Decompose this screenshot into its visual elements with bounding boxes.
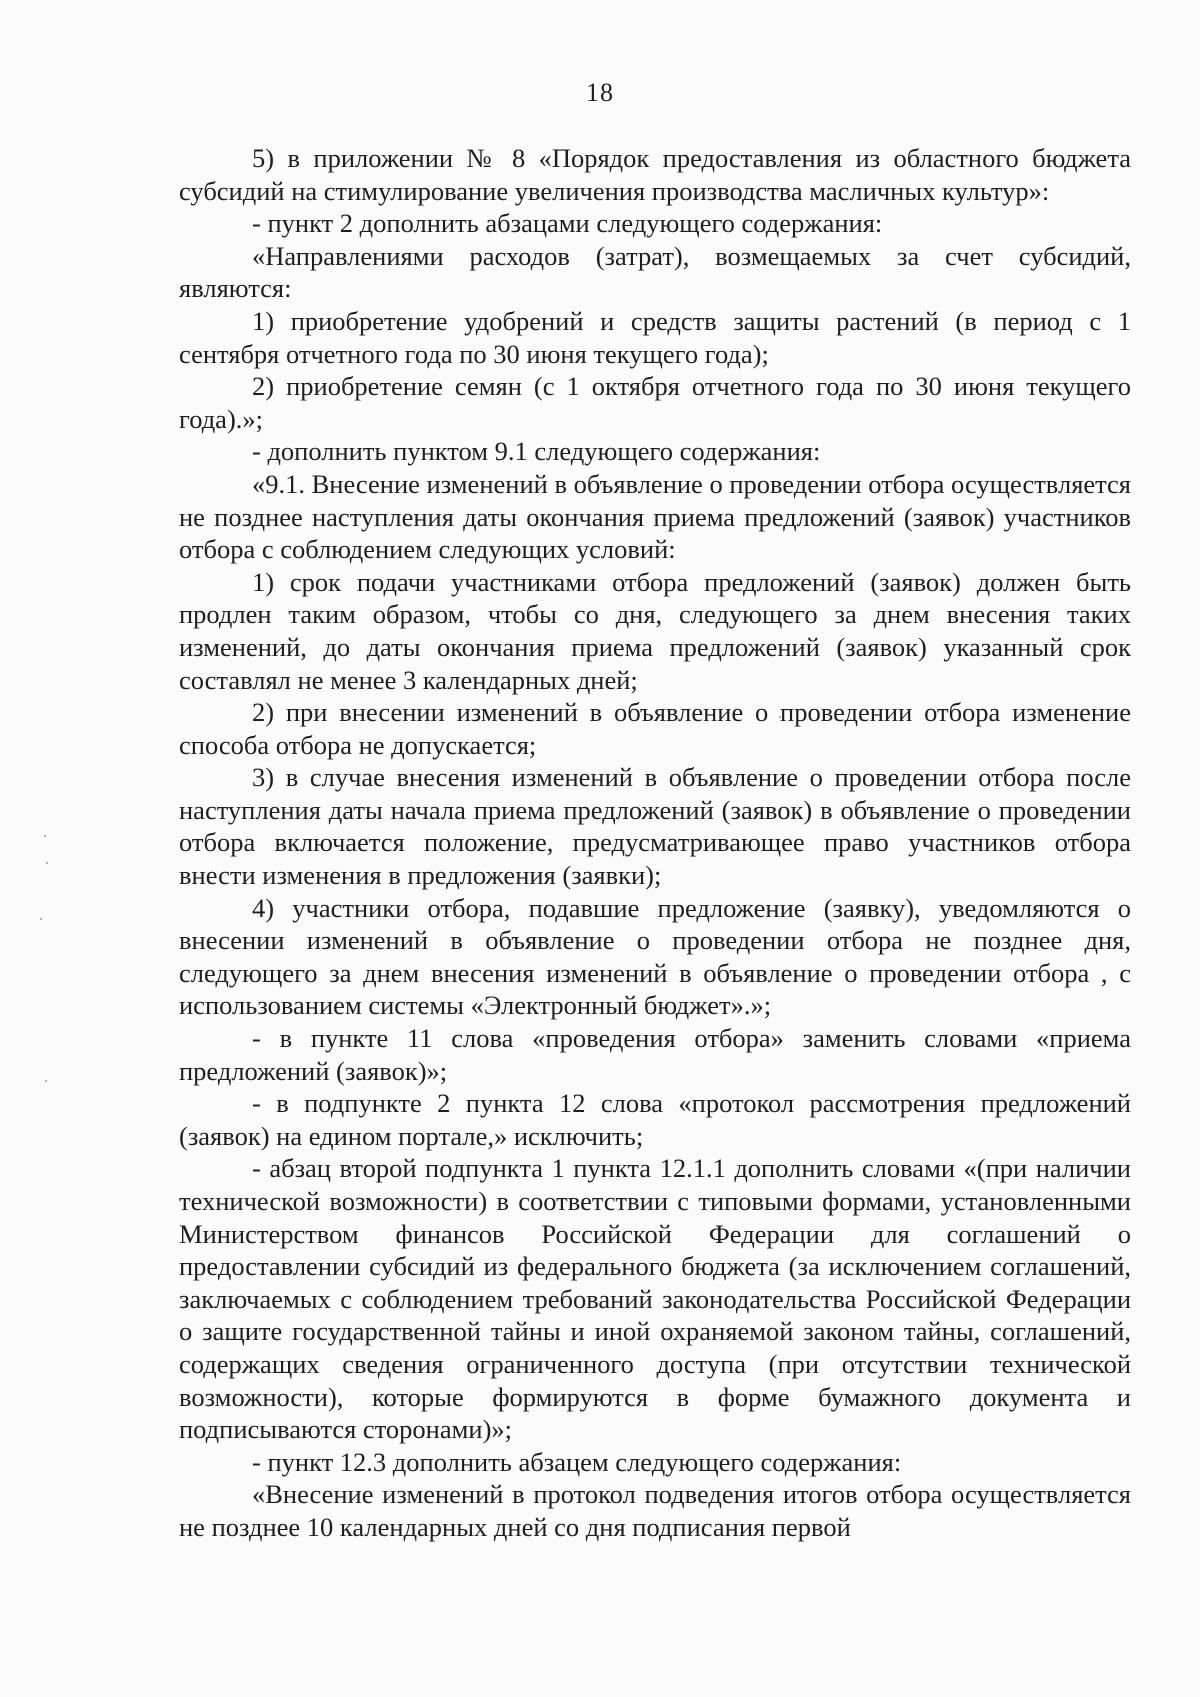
paragraph: - пункт 2 дополнить абзацами следующего содержания:	[252, 208, 883, 239]
paragraph: «Направлениями расходов (затрат), возмещаемых за счет субсидий, являются:	[179, 240, 1131, 304]
paragraph: 1) приобретение удобрений и средств защиты растений (в период с 1 сентября отчетного года по 30 июня текущего года);	[179, 305, 1131, 369]
paragraph: - дополнить пунктом 9.1 следующего содержания:	[252, 436, 821, 467]
paragraph: - в подпункте 2 пункта 12 слова «протокол рассмотрения предложений (заявок) на едином портале,» исключить;	[179, 1088, 1131, 1151]
scan-speck	[44, 835, 46, 837]
paragraph: «9.1. Внесение изменений в объявление о проведении отбора осуществляется не позднее наступления даты окончания приема предложений (заявок) участников отбора с соблюдением следующих условий:	[179, 468, 1131, 565]
scan-speck	[40, 918, 42, 920]
paragraph: «Внесение изменений в протокол подведения итогов отбора осуществляется не позднее 10 календарных дней со дня подписания первой	[179, 1479, 1131, 1542]
paragraph: 4) участники отбора, подавшие предложение (заявку), уведомляются о внесении изменений в объявление о проведении отбора не позднее дня, следующего за днем внесения изменений в объявление о проведении отбора , с использованием системы «Электронный бюджет».»;	[179, 892, 1131, 1021]
paragraph: 2) приобретение семян (с 1 октября отчетного года по 30 июня текущего года).»;	[179, 371, 1131, 434]
paragraph: - пункт 12.3 дополнить абзацем следующего содержания:	[252, 1446, 902, 1477]
paragraph: 5) в приложении № 8 «Порядок предоставления из областного бюджета субсидий на стимулирование увеличения производства масличных культур»:	[179, 143, 1131, 206]
paragraph: 3) в случае внесения изменений в объявление о проведении отбора после наступления даты начала приема предложений (заявок) в объявление о проведении отбора включается положение, предусматривающее право участников отбора внести изменения в предложения (заявки);	[179, 762, 1131, 891]
paragraph: - абзац второй подпункта 1 пункта 12.1.1 дополнить словами «(при наличии технической возможности) в соответствии с типовыми формами, установленными Министерством финансов Российской Федерации для соглашений о предоставлении субсидий из федерального бюджета (за исключением соглашений, заключаемых с соблюдением требований законодательства Российской Федерации о защите государственной тайны и иной охраняемой законом тайны, соглашений, содержащих сведения ограниченного доступа (при отсутствии технической возможности), которые формируются в форме бумажного документа и подписываются сторонами)»;	[179, 1153, 1131, 1445]
scan-speck	[46, 862, 48, 864]
paragraph: 1) срок подачи участниками отбора предложений (заявок) должен быть продлен таким образом, чтобы со дня, следующего за днем внесения таких изменений, до даты окончания приема предложений (заявок) указанный срок составлял не менее 3 календарных дней;	[179, 566, 1131, 695]
paragraph: - в пункте 11 слова «проведения отбора» заменить словами «приема предложений (заявок)»;	[179, 1023, 1131, 1086]
page-number: 18	[586, 78, 614, 107]
scan-speck	[45, 1080, 47, 1082]
paragraph: 2) при внесении изменений в объявление о проведении отбора изменение способа отбора не допускается;	[179, 697, 1131, 760]
document-body	[179, 142, 1131, 1544]
